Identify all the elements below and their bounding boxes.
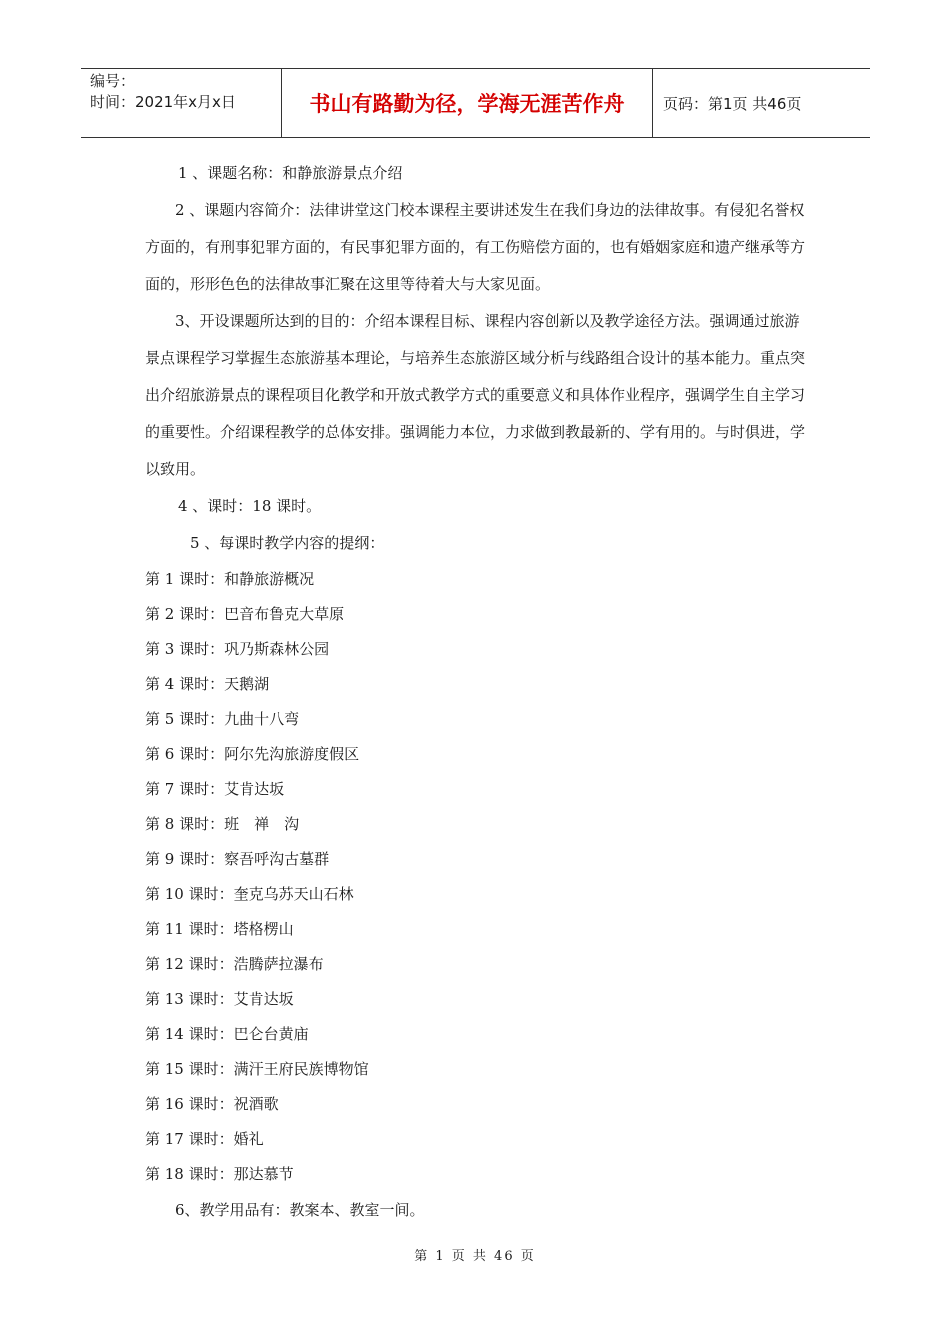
lesson-item: 第 18 课时：那达慕节 — [145, 1165, 294, 1183]
lesson-item: 第 5 课时：九曲十八弯 — [145, 710, 300, 728]
lesson-item: 第 16 课时：祝酒歌 — [145, 1095, 279, 1113]
lesson-item: 第 11 课时：塔格楞山 — [145, 920, 294, 938]
header-page-info: 页码：第1页 共46页 — [663, 94, 802, 113]
date-label: 时间：2021年x月x日 — [90, 93, 236, 111]
lesson-item: 第 13 课时：艾肯达坂 — [145, 990, 294, 1008]
header-meta — [81, 69, 281, 137]
paragraph-topic-goal: 3、开设课题所达到的目的：介绍本课程目标、课程内容创新以及教学途径方法。强调通过旅游景点课程学习掌握生态旅游基本理论，与培养生态旅游区域分析与线路组合设计的基本能力。重点突出介绍旅游景点的课程项目化教学和开放式教学方式的重要意义和具体作业程序，强调学生自主学习的重要性。介绍课程教学的总体安排。强调能力本位，力求做到教最新的、学有用的。与时俱进，学以致用。 — [145, 312, 806, 478]
header-motto: 书山有路勤为径，学海无涯苦作舟 — [281, 69, 653, 137]
paragraph-topic-summary: 2 、课题内容简介：法律讲堂这门校本课程主要讲述发生在我们身边的法律故事。有侵犯名誉权方面的，有刑事犯罪方面的，有民事犯罪方面的，有工伤赔偿方面的，也有婚姻家庭和遗产继承等方面的，形形色色的法律故事汇聚在这里等待着大与大家见面。 — [145, 201, 806, 293]
lesson-item: 第 3 课时：巩乃斯森林公园 — [145, 640, 330, 658]
lesson-item: 第 6 课时：阿尔先沟旅游度假区 — [145, 745, 360, 763]
paragraph-hours: 4 、课时：18 课时。 — [178, 497, 322, 515]
lesson-list — [145, 562, 807, 1192]
lesson-item: 第 4 课时：天鹅湖 — [145, 675, 270, 693]
paragraph-teaching-supplies: 6、教学用品有：教案本、教室一间。 — [175, 1201, 425, 1219]
lesson-item: 第 12 课时：浩腾萨拉瀑布 — [145, 955, 324, 973]
lesson-item: 第 9 课时：察吾呼沟古墓群 — [145, 850, 330, 868]
lesson-item: 第 14 课时：巴仑台黄庙 — [145, 1025, 309, 1043]
number-label: 编号： — [90, 72, 136, 90]
lesson-item: 第 15 课时：满汗王府民族博物馆 — [145, 1060, 369, 1078]
lesson-item: 第 1 课时：和静旅游概况 — [145, 570, 315, 588]
page-footer: 第 1 页 共 46 页 — [414, 1249, 536, 1264]
lesson-item: 第 8 课时：班 禅 沟 — [145, 815, 300, 833]
page-header — [81, 68, 870, 138]
lesson-item: 第 17 课时：婚礼 — [145, 1130, 264, 1148]
paragraph-outline-title: 5 、每课时教学内容的提纲： — [190, 534, 385, 552]
document-body — [145, 155, 807, 1229]
lesson-item: 第 2 课时：巴音布鲁克大草原 — [145, 605, 345, 623]
lesson-item: 第 7 课时：艾肯达坂 — [145, 780, 285, 798]
lesson-item: 第 10 课时：奎克乌苏天山石林 — [145, 885, 354, 903]
paragraph-topic-name: 1 、课题名称：和静旅游景点介绍 — [178, 164, 403, 182]
